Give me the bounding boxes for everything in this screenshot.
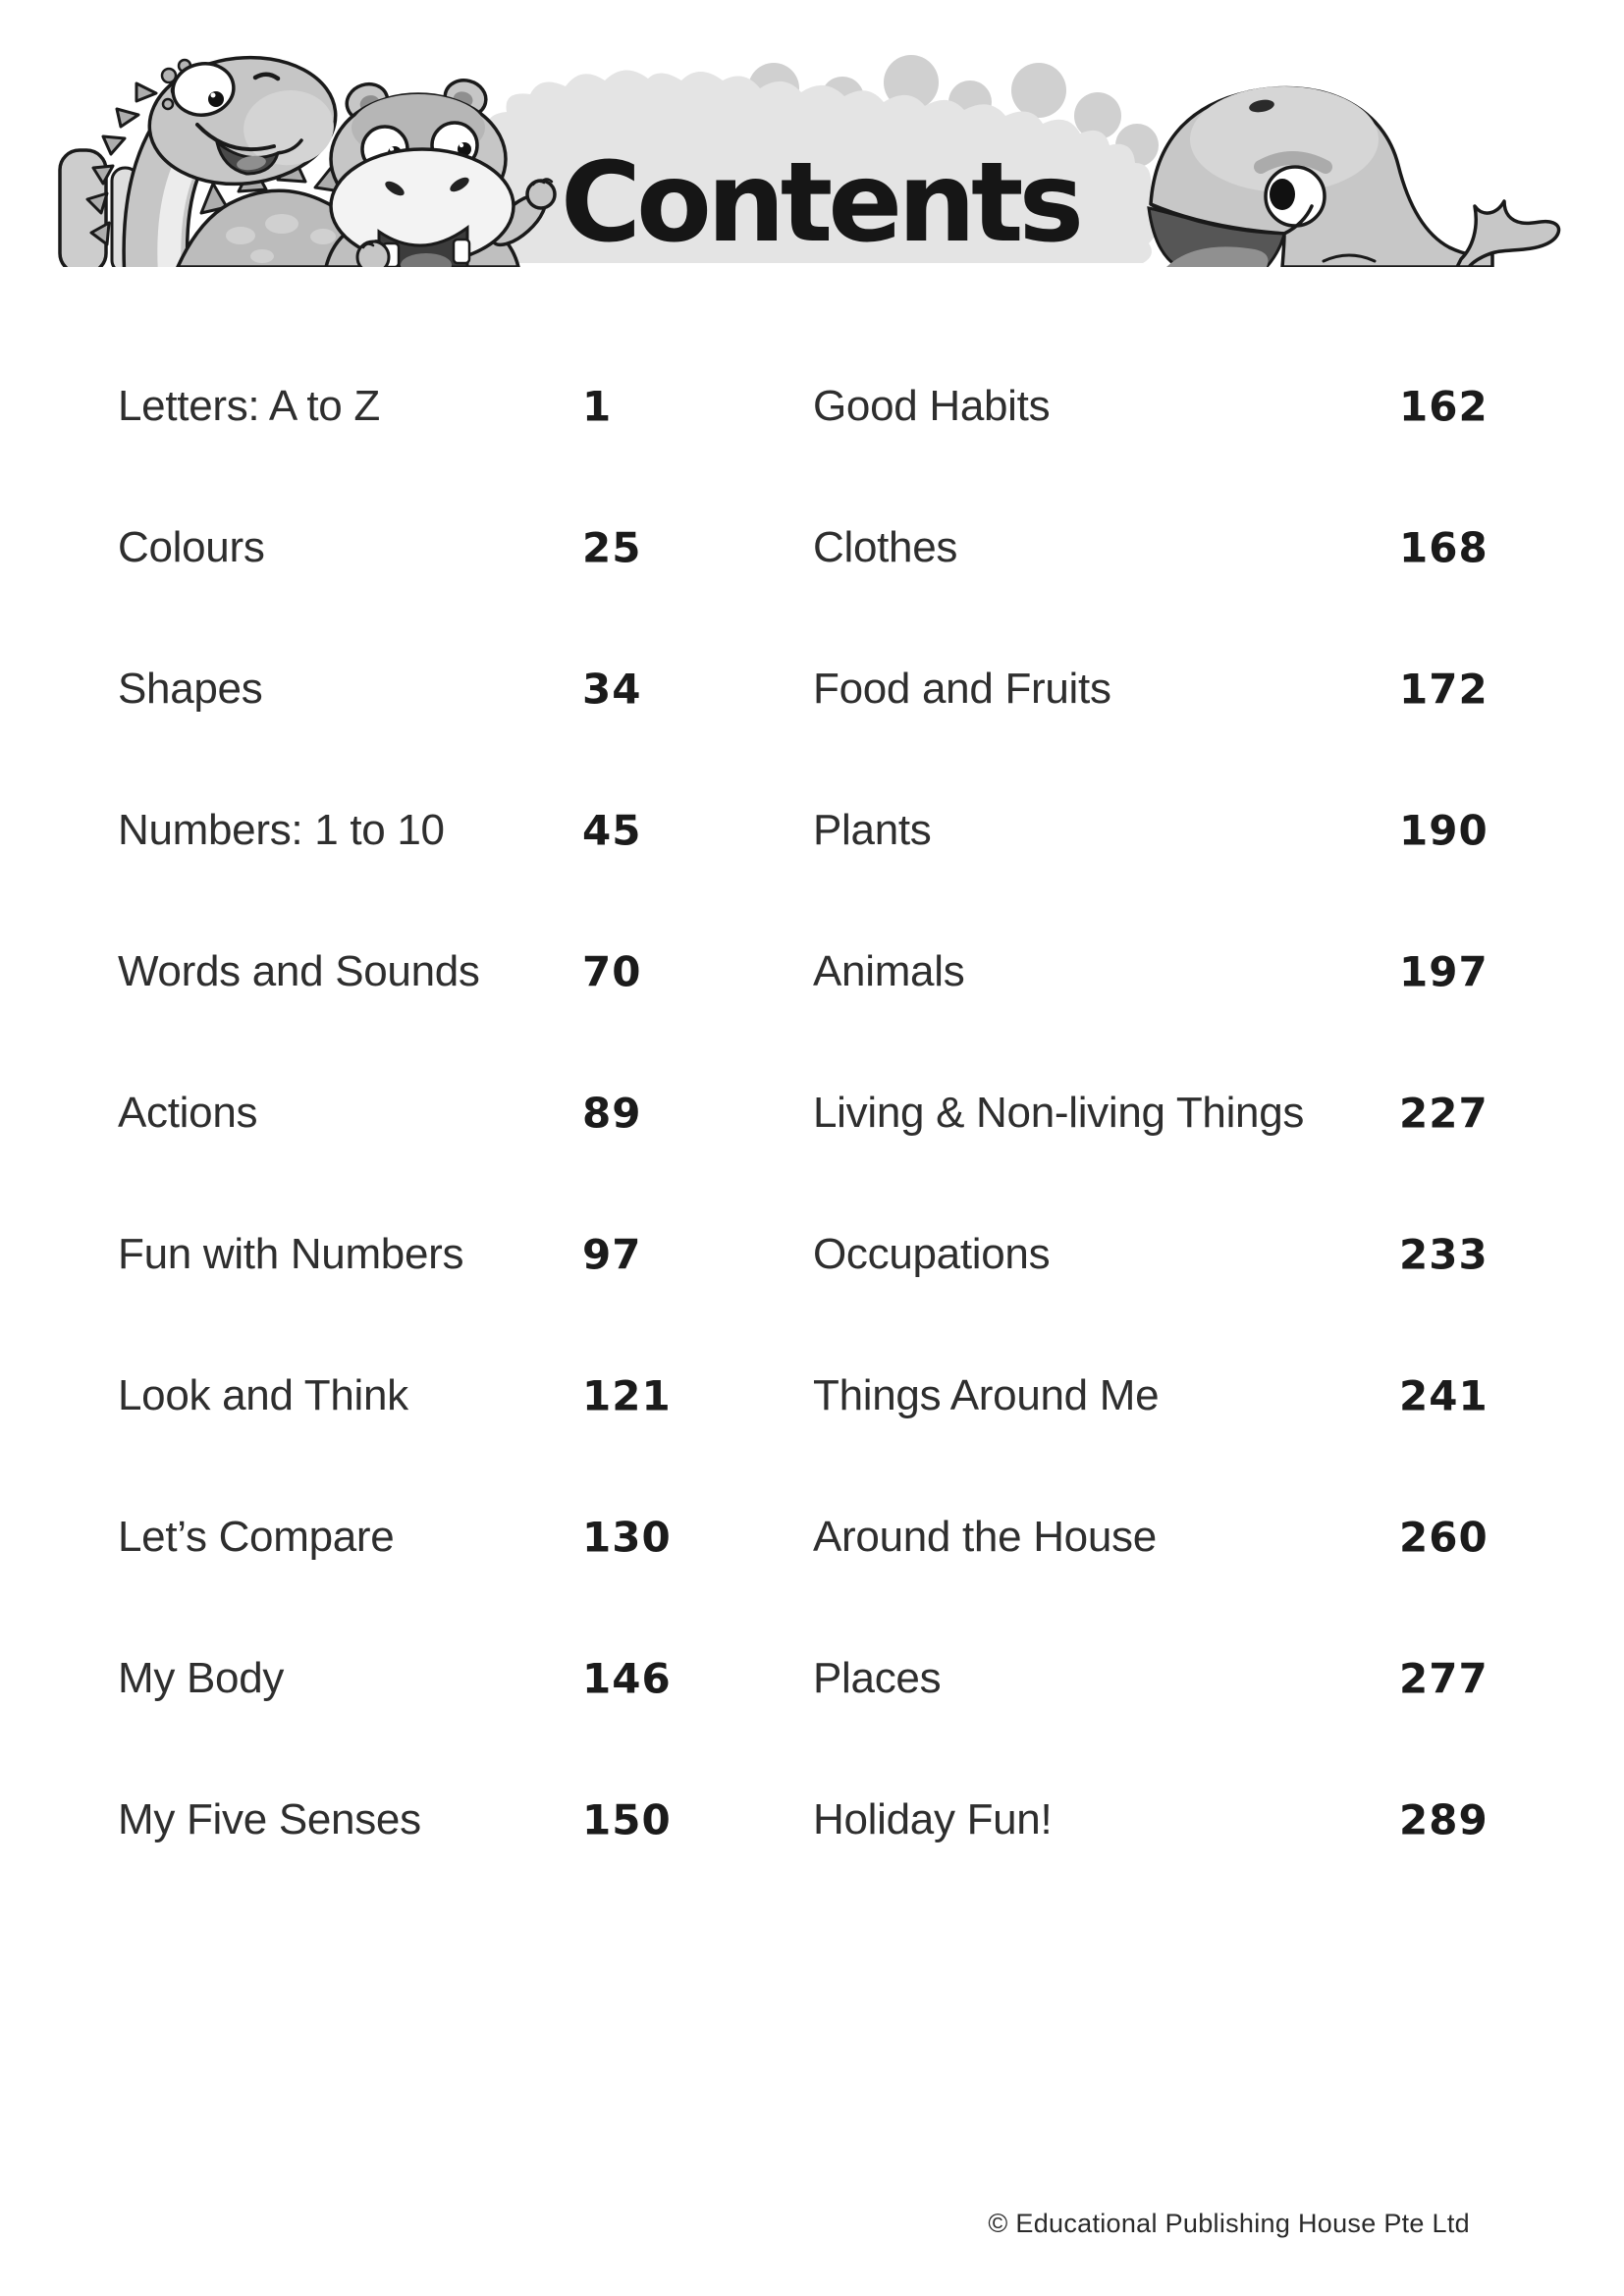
header-band xyxy=(0,0,1624,267)
toc-entry-title: Shapes xyxy=(118,665,263,713)
toc-entry-page-number: 146 xyxy=(582,1654,672,1703)
toc-entry xyxy=(813,1608,1520,1749)
toc-entry xyxy=(813,477,1520,618)
toc-entry-page-number: 97 xyxy=(582,1230,642,1279)
toc-entry xyxy=(813,760,1520,901)
toc-entry-title: Holiday Fun! xyxy=(813,1795,1053,1843)
toc-entry-page-number: 25 xyxy=(582,523,642,572)
toc-entry xyxy=(813,1325,1520,1467)
toc-entry-title: Numbers: 1 to 10 xyxy=(118,806,445,854)
toc-entry xyxy=(813,336,1520,477)
toc-entry-page-number: 130 xyxy=(582,1513,672,1562)
toc-entry-title: Actions xyxy=(118,1089,258,1137)
toc-entry-page-number: 70 xyxy=(582,947,642,996)
copyright-text: © Educational Publishing House Pte Ltd xyxy=(988,2209,1470,2238)
toc-entry-page-number: 277 xyxy=(1399,1654,1489,1703)
toc-entry xyxy=(118,1184,746,1325)
toc-entry-title: Colours xyxy=(118,523,265,571)
toc-entry-title: Things Around Me xyxy=(813,1371,1160,1419)
toc-entry-title: Letters: A to Z xyxy=(118,382,380,430)
toc-entry-page-number: 45 xyxy=(582,806,642,855)
toc-entry-title: My Five Senses xyxy=(118,1795,421,1843)
toc-entry xyxy=(118,336,746,477)
toc-entry xyxy=(118,760,746,901)
page-title: Contents xyxy=(560,139,1080,267)
toc-left-column xyxy=(118,336,746,1891)
toc-entry-page-number: 89 xyxy=(582,1089,642,1138)
toc-entry-title: Let’s Compare xyxy=(118,1513,395,1561)
toc-entry-page-number: 1 xyxy=(582,382,613,431)
toc-entry xyxy=(813,1184,1520,1325)
toc-entry xyxy=(813,618,1520,760)
whale-illustration xyxy=(1137,57,1624,267)
toc-entry xyxy=(118,1749,746,1891)
toc-entry xyxy=(118,901,746,1042)
toc-entry-page-number: 227 xyxy=(1399,1089,1489,1138)
toc-entry-title: Look and Think xyxy=(118,1371,408,1419)
hippo-illustration xyxy=(316,77,564,267)
toc-entry-title: Good Habits xyxy=(813,382,1051,430)
toc-right-column xyxy=(813,336,1520,1891)
toc-entry-page-number: 34 xyxy=(582,665,642,714)
toc-entry xyxy=(813,1749,1520,1891)
toc-entry-page-number: 197 xyxy=(1399,947,1489,996)
toc-entry-page-number: 241 xyxy=(1399,1371,1489,1420)
toc-entry xyxy=(118,618,746,760)
toc-entry-title: Fun with Numbers xyxy=(118,1230,464,1278)
toc-entry-title: Clothes xyxy=(813,523,958,571)
toc-entry-page-number: 233 xyxy=(1399,1230,1489,1279)
toc-entry-page-number: 289 xyxy=(1399,1795,1489,1844)
toc-entry-title: Words and Sounds xyxy=(118,947,480,995)
toc-entry xyxy=(118,1325,746,1467)
toc-entry xyxy=(118,1608,746,1749)
toc-entry-page-number: 190 xyxy=(1399,806,1489,855)
toc-entry-page-number: 168 xyxy=(1399,523,1489,572)
toc-entry-title: Animals xyxy=(813,947,965,995)
toc-entry-title: Living & Non-living Things xyxy=(813,1089,1305,1137)
toc-entry xyxy=(118,477,746,618)
toc-entry-title: Food and Fruits xyxy=(813,665,1111,713)
toc-entry-title: Plants xyxy=(813,806,932,854)
toc-entry-page-number: 162 xyxy=(1399,382,1489,431)
toc-entry-title: Occupations xyxy=(813,1230,1051,1278)
toc-entry xyxy=(813,901,1520,1042)
toc-entry xyxy=(813,1042,1520,1184)
toc-entry-title: My Body xyxy=(118,1654,285,1702)
toc-entry-title: Places xyxy=(813,1654,942,1702)
toc-entry xyxy=(118,1467,746,1608)
toc-entry xyxy=(813,1467,1520,1608)
toc-entry-page-number: 121 xyxy=(582,1371,672,1420)
toc-entry-page-number: 260 xyxy=(1399,1513,1489,1562)
toc-entry xyxy=(118,1042,746,1184)
toc-entry-page-number: 172 xyxy=(1399,665,1489,714)
toc-entry-page-number: 150 xyxy=(582,1795,672,1844)
toc-entry-title: Around the House xyxy=(813,1513,1157,1561)
